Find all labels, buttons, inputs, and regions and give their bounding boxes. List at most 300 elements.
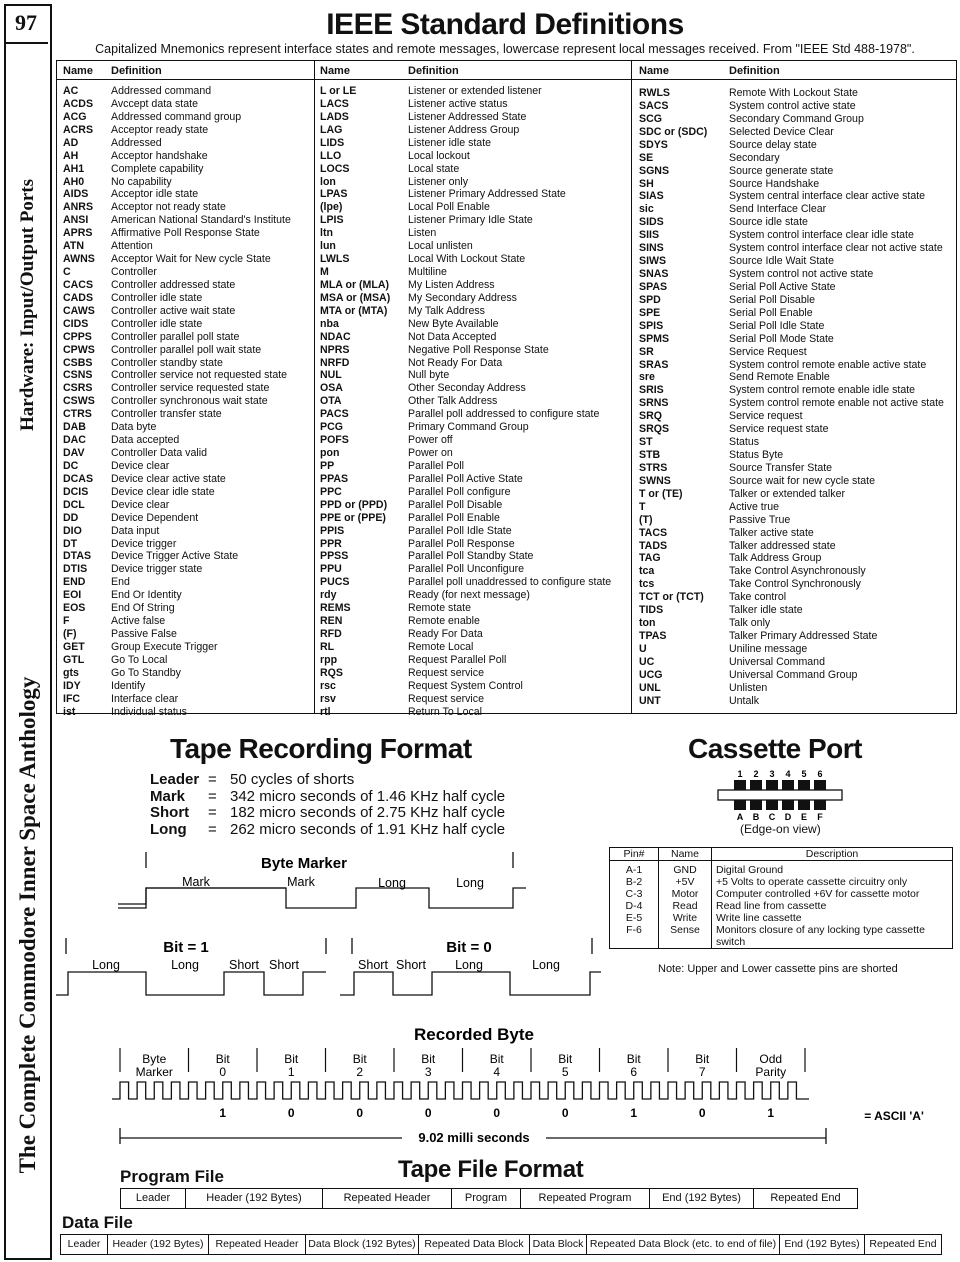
mnemonic: CIDS bbox=[63, 317, 89, 330]
segment-label-bottom: 4 bbox=[493, 1065, 501, 1079]
waveform-label: Long bbox=[532, 958, 560, 972]
segment-label-bottom: 1 bbox=[287, 1065, 295, 1079]
table-header-rule bbox=[57, 79, 956, 80]
definition-text: Talker addressed state bbox=[729, 539, 836, 552]
column-divider bbox=[631, 61, 632, 713]
definition-text: Send Remote Enable bbox=[729, 371, 830, 384]
definition-text: Request System Control bbox=[408, 679, 523, 692]
mnemonic: PPD or (PPD) bbox=[320, 498, 388, 511]
segment-label-top: Odd bbox=[759, 1052, 783, 1066]
definition-text: Attention bbox=[111, 240, 153, 253]
ieee-definitions-table bbox=[56, 60, 957, 718]
mnemonic: PACS bbox=[320, 408, 349, 421]
definition-text: Local With Lockout State bbox=[408, 253, 526, 266]
mnemonic: RQS bbox=[320, 666, 343, 679]
top-pin-label: 6 bbox=[817, 769, 823, 779]
segment-label-bottom: Parity bbox=[755, 1065, 787, 1079]
page-subtitle: Capitalized Mnemonics represent interface states and remote messages, lowercase represent local messages received. From "IEEE Std 488-1978". bbox=[95, 42, 915, 56]
mnemonic: END bbox=[63, 576, 86, 589]
param-value: 182 micro seconds of 2.75 KHz half cycle bbox=[230, 804, 506, 821]
bottom-pin-label: D bbox=[784, 812, 792, 822]
pin-name: Read bbox=[659, 900, 712, 912]
mnemonic: PPC bbox=[320, 485, 342, 498]
mnemonic: EOS bbox=[63, 602, 86, 615]
definition-text: Talk Address Group bbox=[729, 552, 822, 565]
definition-text: Active false bbox=[111, 615, 166, 628]
definition-text: Addressed command group bbox=[111, 110, 242, 123]
mnemonic: EOI bbox=[63, 589, 82, 602]
name-column-header: Name bbox=[320, 65, 350, 77]
mnemonic: ACDS bbox=[63, 97, 94, 110]
bottom-pin-contact bbox=[798, 800, 810, 810]
definition-text: Active true bbox=[729, 500, 780, 513]
file-segment: Leader bbox=[61, 1235, 108, 1254]
tape-file-format-title: Tape File Format bbox=[398, 1156, 584, 1183]
mnemonic: ton bbox=[639, 617, 656, 630]
definition-text: Addressed command bbox=[111, 85, 212, 97]
definition-text: Ready (for next message) bbox=[408, 589, 530, 602]
mnemonic: ACG bbox=[63, 110, 87, 123]
file-segment: Header (192 Bytes) bbox=[186, 1189, 323, 1208]
mnemonic: SPIS bbox=[639, 319, 664, 332]
definition-text: Parallel Poll Standby State bbox=[408, 550, 534, 563]
definition-text: Multiline bbox=[408, 266, 447, 279]
mnemonic: REMS bbox=[320, 602, 351, 615]
mnemonic: TIDS bbox=[639, 604, 664, 617]
mnemonic: pon bbox=[320, 447, 340, 460]
mnemonic: GET bbox=[63, 640, 85, 653]
mnemonic: LAG bbox=[320, 123, 343, 136]
definition-text: System control remote enable not active state bbox=[729, 397, 944, 410]
waveform-label: Short bbox=[229, 958, 259, 972]
mnemonic: LPAS bbox=[320, 188, 348, 201]
mnemonic: PCG bbox=[320, 421, 343, 434]
bit-value: 1 bbox=[630, 1106, 638, 1120]
file-segment: Repeated End bbox=[770, 1192, 841, 1204]
pin-number: F-6 bbox=[610, 924, 659, 949]
definition-text: Acceptor Wait for New cycle State bbox=[111, 253, 271, 266]
mnemonic: PPR bbox=[320, 537, 342, 550]
definition-text: System control interface clear not active state bbox=[729, 242, 943, 255]
definition-text: Serial Poll Idle State bbox=[729, 319, 825, 332]
bit1-wave bbox=[56, 972, 326, 995]
mnemonic: DTIS bbox=[63, 563, 88, 576]
bit0-title: Bit = 0 bbox=[446, 939, 492, 956]
mnemonic: MLA or (MLA) bbox=[320, 278, 390, 291]
byte-marker-wave bbox=[118, 888, 526, 908]
mnemonic: tcs bbox=[639, 578, 655, 591]
mnemonic: ist bbox=[63, 705, 76, 718]
definition-text: System control remote enable active state bbox=[729, 358, 927, 371]
definition-text: Acceptor not ready state bbox=[111, 201, 226, 214]
bit-value: 1 bbox=[219, 1106, 227, 1120]
mnemonic: F bbox=[63, 615, 70, 628]
top-pin-label: 4 bbox=[785, 769, 791, 779]
top-pin-contact bbox=[734, 780, 746, 790]
mnemonic: ANRS bbox=[63, 201, 94, 214]
pin-row bbox=[610, 900, 953, 912]
definition-text: Parallel Poll Idle State bbox=[408, 524, 512, 537]
definition-text: Identify bbox=[111, 679, 146, 692]
bottom-pin-contact bbox=[750, 800, 762, 810]
file-segment: Leader bbox=[121, 1189, 186, 1208]
top-pin-label: 3 bbox=[769, 769, 775, 779]
definition-text: Source generate state bbox=[729, 164, 834, 177]
mnemonic: SPE bbox=[639, 306, 661, 319]
definition-text: Not Data Accepted bbox=[408, 330, 497, 343]
pin-number: B-2 bbox=[610, 876, 659, 888]
mnemonic: PPU bbox=[320, 563, 342, 576]
tape-param-row bbox=[150, 804, 530, 821]
waveform-label: Long bbox=[456, 876, 484, 890]
bottom-pin-contact bbox=[734, 800, 746, 810]
definition-text: Controller bbox=[111, 266, 157, 279]
mnemonic: gts bbox=[63, 666, 79, 679]
mnemonic: PP bbox=[320, 459, 335, 472]
pin-column-header: Pin# bbox=[610, 848, 659, 861]
definition-text: Take Control Synchronously bbox=[729, 578, 861, 591]
mnemonic: sre bbox=[639, 371, 655, 384]
pin-name: +5V bbox=[659, 876, 712, 888]
definition-text: Serial Poll Mode State bbox=[729, 332, 834, 345]
bottom-pin-label: B bbox=[752, 812, 760, 822]
definition-text: System central interface clear active state bbox=[729, 190, 926, 203]
param-equals: = bbox=[208, 771, 217, 788]
waveform-label: Short bbox=[269, 958, 299, 972]
bit-value: 0 bbox=[561, 1106, 569, 1120]
pin-row bbox=[610, 876, 953, 888]
pin-number: D-4 bbox=[610, 900, 659, 912]
mnemonic: AWNS bbox=[63, 253, 95, 266]
mnemonic: MTA or (MTA) bbox=[320, 304, 388, 317]
definition-text: Primary Command Group bbox=[408, 421, 529, 434]
pin-number: C-3 bbox=[610, 888, 659, 900]
pin-row bbox=[610, 912, 953, 924]
tape-params bbox=[150, 771, 530, 837]
tape-format-title: Tape Recording Format bbox=[170, 733, 472, 764]
mnemonic: L or LE bbox=[320, 85, 357, 97]
bit-value: 0 bbox=[698, 1106, 706, 1120]
definition-text: Parallel Poll Enable bbox=[408, 511, 500, 524]
definition-text: Device clear bbox=[111, 459, 170, 472]
mnemonic: CSRS bbox=[63, 382, 93, 395]
tape-param-row bbox=[150, 821, 530, 838]
file-segment: End (192 Bytes) bbox=[780, 1235, 865, 1254]
mnemonic: CSBS bbox=[63, 356, 93, 369]
mnemonic: C bbox=[63, 266, 71, 279]
top-pin-contact bbox=[814, 780, 826, 790]
definition-text: Device clear active state bbox=[111, 472, 226, 485]
mnemonic: SPAS bbox=[639, 280, 668, 293]
bottom-pin-label: C bbox=[768, 812, 776, 822]
mnemonic: SR bbox=[639, 345, 654, 358]
param-name: Mark bbox=[150, 787, 186, 805]
file-segment: Repeated Data Block (etc. to end of file) bbox=[587, 1235, 780, 1254]
definition-text: Controller addressed state bbox=[111, 278, 236, 291]
definition-text: Other Talk Address bbox=[408, 395, 498, 408]
definition-text: Power on bbox=[408, 447, 453, 460]
recorded-byte-diagram bbox=[56, 1020, 960, 1155]
file-segment: Repeated Data Block bbox=[419, 1235, 530, 1254]
page-title: IEEE Standard Definitions bbox=[326, 8, 684, 41]
definition-text: Go To Standby bbox=[111, 666, 181, 679]
definition-text: Listener or extended listener bbox=[408, 85, 542, 97]
column-divider bbox=[314, 61, 315, 713]
definition-text: Request service bbox=[408, 666, 484, 679]
bottom-pin-contact bbox=[782, 800, 794, 810]
mnemonic: STRS bbox=[639, 461, 668, 474]
mnemonic: LADS bbox=[320, 110, 349, 123]
waveform-label: Long bbox=[378, 876, 406, 890]
definition-text: Uniline message bbox=[729, 642, 808, 655]
segment-label-top: Bit bbox=[695, 1052, 710, 1066]
mnemonic: M bbox=[320, 266, 329, 279]
mnemonic: SRIS bbox=[639, 384, 664, 397]
definition-text: New Byte Available bbox=[408, 317, 499, 330]
file-segment: Repeated Header bbox=[209, 1235, 306, 1254]
definition-text: Serial Poll Active State bbox=[729, 280, 836, 293]
mnemonic: CPWS bbox=[63, 343, 95, 356]
definition-text: Listener active status bbox=[408, 97, 508, 110]
bit1-title: Bit = 1 bbox=[163, 939, 209, 956]
data-file-layout bbox=[60, 1234, 942, 1255]
mnemonic: IDY bbox=[63, 679, 81, 692]
top-pin-contact bbox=[766, 780, 778, 790]
mnemonic: UNT bbox=[639, 694, 661, 707]
mnemonic: TADS bbox=[639, 539, 668, 552]
mnemonic: PPIS bbox=[320, 524, 345, 537]
program-file-label: Program File bbox=[120, 1167, 224, 1186]
definition-text: Source Transfer State bbox=[729, 461, 833, 474]
definition-text: Remote With Lockout State bbox=[729, 87, 858, 99]
mnemonic: rsv bbox=[320, 692, 336, 705]
mnemonic: DCIS bbox=[63, 485, 89, 498]
definition-text: System control active state bbox=[729, 99, 856, 112]
waveform-label: Mark bbox=[182, 875, 210, 889]
mnemonic: SRQ bbox=[639, 410, 662, 423]
mnemonic: LPIS bbox=[320, 214, 344, 227]
mnemonic: SWNS bbox=[639, 474, 671, 487]
mnemonic: TCT or (TCT) bbox=[639, 591, 704, 604]
mnemonic: STB bbox=[639, 449, 661, 462]
mnemonic: CAWS bbox=[63, 304, 95, 317]
mnemonic: LLO bbox=[320, 149, 342, 162]
definition-text: Source Idle Wait State bbox=[729, 255, 835, 268]
duration-label: 9.02 milli seconds bbox=[418, 1130, 530, 1145]
mnemonic: SDYS bbox=[639, 138, 668, 151]
definition-text: Status bbox=[729, 436, 760, 449]
cassette-note: Note: Upper and Lower cassette pins are shorted bbox=[658, 963, 898, 975]
definition-text: Negative Poll Response State bbox=[408, 343, 549, 356]
mnemonic: PPE or (PPE) bbox=[320, 511, 386, 524]
definition-text: Affirmative Poll Response State bbox=[111, 227, 260, 240]
file-segment: Repeated Header bbox=[323, 1189, 452, 1208]
mnemonic: SNAS bbox=[639, 268, 669, 281]
definition-text: Secondary bbox=[729, 151, 780, 164]
mnemonic: REN bbox=[320, 615, 343, 628]
definition-text: End bbox=[111, 576, 130, 589]
mnemonic: (F) bbox=[63, 628, 77, 641]
mnemonic: OSA bbox=[320, 382, 343, 395]
definition-text: Serial Poll Disable bbox=[729, 293, 815, 306]
definition-column-header: Definition bbox=[408, 65, 459, 77]
mnemonic: SACS bbox=[639, 99, 669, 112]
segment-label-top: Bit bbox=[558, 1052, 573, 1066]
definition-text: System control remote enable idle state bbox=[729, 384, 916, 397]
definition-text: Device clear idle state bbox=[111, 485, 215, 498]
param-name: Long bbox=[150, 820, 187, 838]
mnemonic: SE bbox=[639, 151, 654, 164]
file-segment: Data Block (192 Bytes) bbox=[306, 1235, 419, 1254]
param-equals: = bbox=[208, 787, 217, 805]
mnemonic: AD bbox=[63, 136, 79, 149]
top-pin-label: 1 bbox=[737, 769, 743, 779]
pin-name: GND bbox=[659, 861, 712, 877]
segment-label-top: Bit bbox=[352, 1052, 367, 1066]
definition-text: Secondary Command Group bbox=[729, 112, 864, 125]
definition-text: Talker or extended talker bbox=[729, 487, 846, 500]
pin-number: A-1 bbox=[610, 861, 659, 877]
edge-on-view-label: (Edge-on view) bbox=[740, 822, 821, 836]
mnemonic: SPMS bbox=[639, 332, 670, 345]
pin-row bbox=[610, 888, 953, 900]
definition-text: Other Seconday Address bbox=[408, 382, 526, 395]
mnemonic: CADS bbox=[63, 291, 94, 304]
definition-text: Ready For Data bbox=[408, 628, 483, 641]
cassette-port-title: Cassette Port bbox=[688, 733, 863, 764]
mnemonic: SIDS bbox=[639, 216, 664, 229]
segment-label-bottom: 3 bbox=[424, 1065, 432, 1079]
waveform-label: Short bbox=[396, 958, 426, 972]
definition-text: Remote enable bbox=[408, 615, 480, 628]
cassette-pin-table bbox=[609, 847, 953, 949]
definition-text: Addressed bbox=[111, 136, 162, 149]
segment-label-top: Byte bbox=[142, 1052, 167, 1066]
bit-value: 0 bbox=[493, 1106, 501, 1120]
definition-text: Parallel Poll Unconfigure bbox=[408, 563, 525, 576]
definition-text: Complete capability bbox=[111, 162, 204, 175]
definition-column-header: Definition bbox=[729, 65, 780, 77]
definition-text: No capability bbox=[111, 175, 172, 188]
recorded-byte-wave bbox=[112, 1082, 809, 1099]
mnemonic: AH1 bbox=[63, 162, 85, 175]
byte-marker-wave bbox=[118, 888, 286, 904]
pin-description: +5 Volts to operate cassette circuitry only bbox=[712, 876, 953, 888]
definition-text: Request Parallel Poll bbox=[408, 653, 507, 666]
segment-label-bottom: 5 bbox=[561, 1065, 569, 1079]
mnemonic: AH0 bbox=[63, 175, 85, 188]
bottom-pin-label: A bbox=[736, 812, 744, 822]
bottom-pin-label: F bbox=[817, 812, 823, 822]
definition-text: Acceptor ready state bbox=[111, 123, 209, 136]
mnemonic: LIDS bbox=[320, 136, 345, 149]
file-segment: Data Block bbox=[530, 1235, 587, 1254]
mnemonic: IFC bbox=[63, 692, 81, 705]
definition-text: Local state bbox=[408, 162, 460, 175]
definition-text: Interface clear bbox=[111, 692, 179, 705]
mnemonic: CSWS bbox=[63, 395, 95, 408]
mnemonic: lun bbox=[320, 240, 336, 253]
mnemonic: AH bbox=[63, 149, 79, 162]
param-equals: = bbox=[208, 804, 217, 821]
mnemonic: ATN bbox=[63, 240, 84, 253]
definition-text: Data input bbox=[111, 524, 160, 537]
pin-description: Computer controlled +6V for cassette motor bbox=[712, 888, 953, 900]
mnemonic: DCL bbox=[63, 498, 85, 511]
tape-param-row bbox=[150, 788, 530, 805]
mnemonic: nba bbox=[320, 317, 339, 330]
definition-text: Request service bbox=[408, 692, 484, 705]
mnemonic: rsc bbox=[320, 679, 336, 692]
segment-label-bottom: 7 bbox=[698, 1065, 706, 1079]
mnemonic: DAC bbox=[63, 434, 86, 447]
top-pin-label: 2 bbox=[753, 769, 759, 779]
mnemonic: PUCS bbox=[320, 576, 350, 589]
definition-text: Parallel poll addressed to configure state bbox=[408, 408, 600, 421]
program-file-layout bbox=[120, 1188, 858, 1209]
definition-text: Device trigger bbox=[111, 537, 177, 550]
segment-label-top: Bit bbox=[626, 1052, 641, 1066]
mnemonic: AIDS bbox=[63, 188, 89, 201]
bit-value: 0 bbox=[424, 1106, 432, 1120]
definition-text: Acceptor idle state bbox=[111, 188, 199, 201]
bit-value: 0 bbox=[287, 1106, 295, 1120]
tape-param-row bbox=[150, 771, 530, 788]
definition-text: Device Dependent bbox=[111, 511, 199, 524]
definition-text: American National Standard's Institute bbox=[111, 214, 291, 227]
mnemonic: ACRS bbox=[63, 123, 94, 136]
mnemonic: ltn bbox=[320, 227, 333, 240]
definition-text: Controller transfer state bbox=[111, 408, 222, 421]
file-segment: Program bbox=[452, 1189, 521, 1208]
definition-text: Talker active state bbox=[729, 526, 814, 539]
mnemonic: (T) bbox=[639, 513, 653, 526]
definition-text: Controller parallel poll wait state bbox=[111, 343, 262, 356]
definition-text: Listener Primary Idle State bbox=[408, 214, 533, 227]
segment-label-top: Bit bbox=[215, 1052, 230, 1066]
name-column-header: Name bbox=[63, 65, 93, 77]
definition-text: Source wait for new cycle state bbox=[729, 474, 876, 487]
definition-text: My Secondary Address bbox=[408, 291, 517, 304]
param-value: 262 micro seconds of 1.91 KHz half cycle bbox=[230, 820, 506, 838]
mnemonic: CTRS bbox=[63, 408, 92, 421]
mnemonic: RWLS bbox=[639, 87, 670, 99]
mnemonic: DCAS bbox=[63, 472, 94, 485]
file-segment: End (192 Bytes) bbox=[650, 1189, 754, 1208]
mnemonic: T bbox=[639, 500, 646, 513]
waveform-label: Long bbox=[92, 958, 120, 972]
mnemonic: DT bbox=[63, 537, 78, 550]
definition-text: Listener idle state bbox=[408, 136, 492, 149]
mnemonic: OTA bbox=[320, 395, 342, 408]
waveform-label: Long bbox=[455, 958, 483, 972]
top-pin-contact bbox=[750, 780, 762, 790]
mnemonic: APRS bbox=[63, 227, 93, 240]
param-value: 50 cycles of shorts bbox=[230, 771, 355, 788]
definition-text: Service Request bbox=[729, 345, 807, 358]
definition-text: Parallel Poll Active State bbox=[408, 472, 523, 485]
definition-text: Serial Poll Enable bbox=[729, 306, 813, 319]
definition-column-header: Definition bbox=[111, 65, 162, 77]
mnemonic: NRFD bbox=[320, 356, 350, 369]
mnemonic: DAB bbox=[63, 421, 86, 434]
definition-text: Device Trigger Active State bbox=[111, 550, 239, 563]
segment-label-bottom: 0 bbox=[219, 1065, 227, 1079]
mnemonic: NDAC bbox=[320, 330, 351, 343]
description-column-header: Description bbox=[712, 848, 953, 861]
waveform-label: Short bbox=[358, 958, 388, 972]
mnemonic: rdy bbox=[320, 589, 337, 602]
